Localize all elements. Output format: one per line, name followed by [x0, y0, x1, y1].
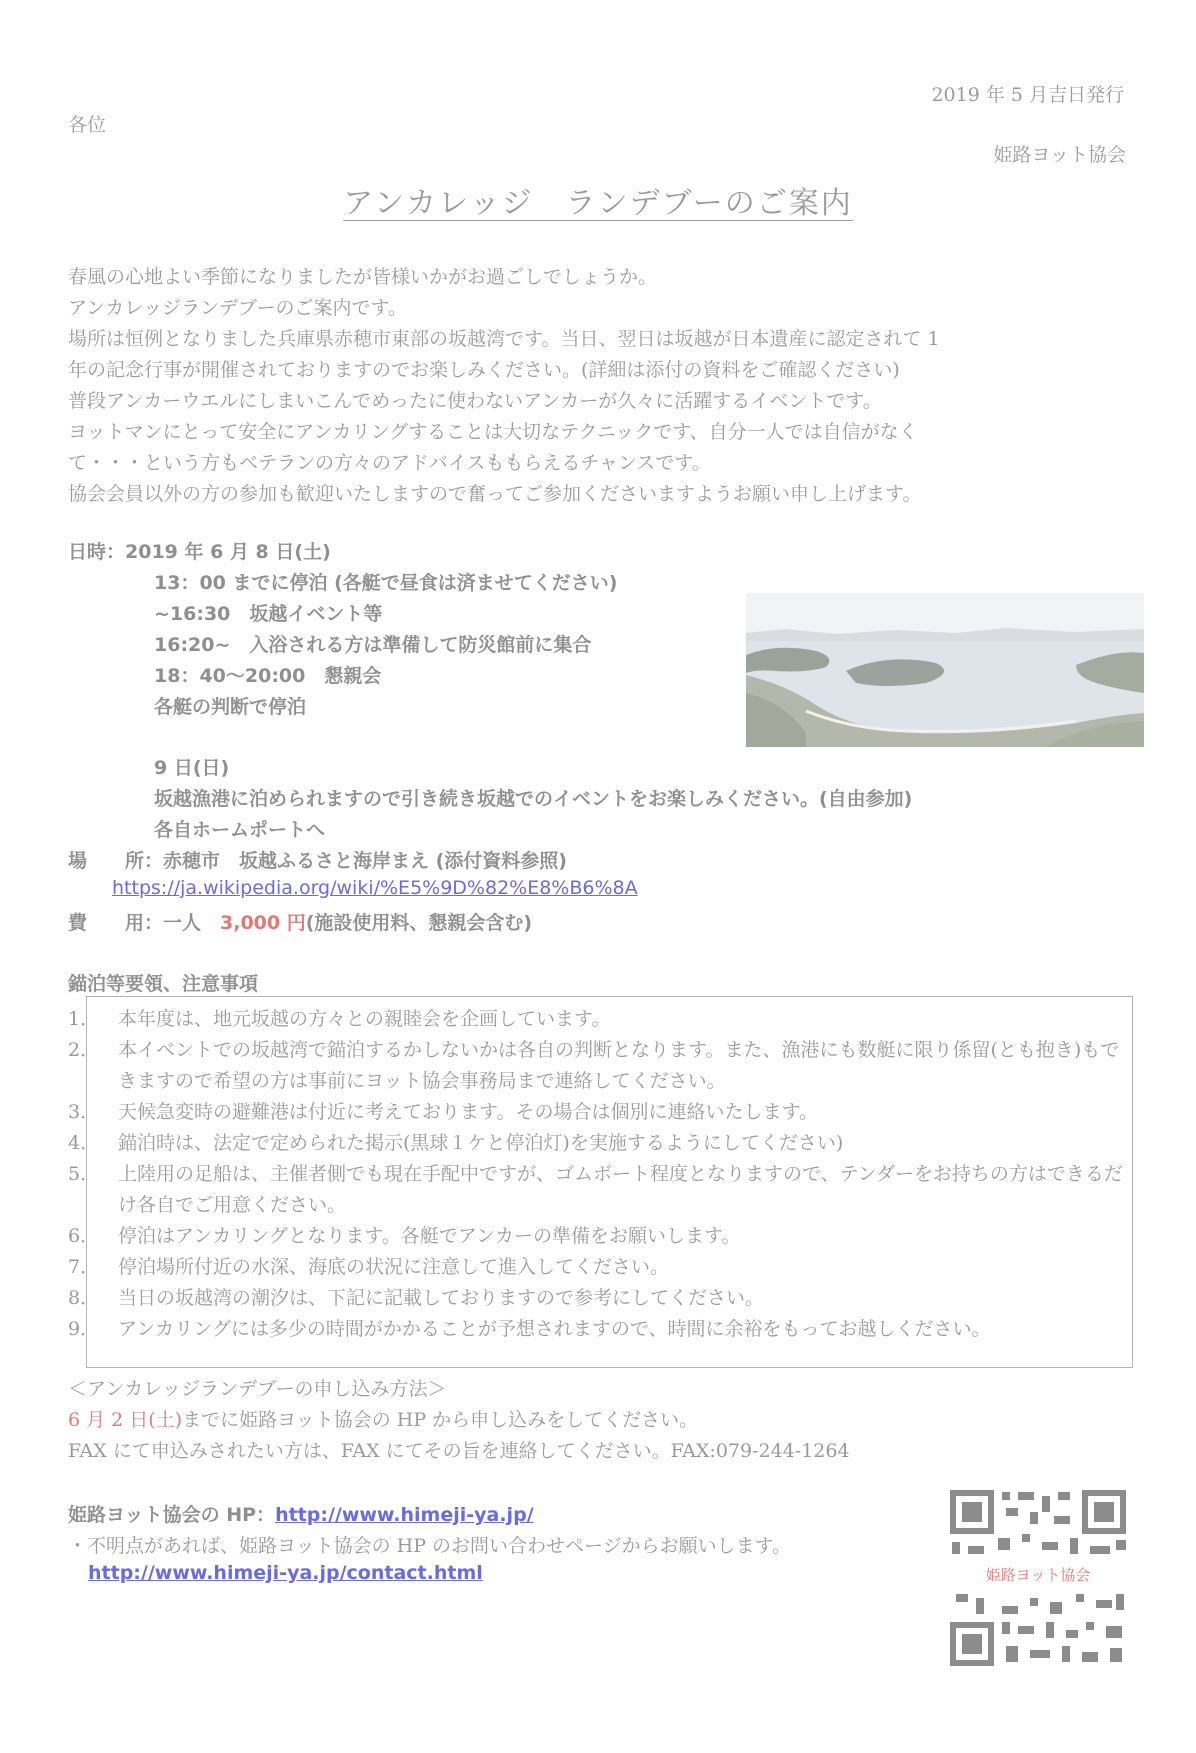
note-number: 5． [68, 1163, 100, 1185]
intro-line: て・・・という方もベテランの方々のアドバイスももらえるチャンスです。 [68, 452, 711, 474]
note-text: 錨泊時は、法定で定められた掲示(黒球１ケと停泊灯)を実施するようにしてください) [118, 1132, 844, 1154]
note-text: 上陸用の足船は、主催者側でも現在手配中ですが、ゴムボート程度となりますので、テンダーをお持ちの方はできるだけ各自でご用意ください。 [118, 1163, 1123, 1216]
hp-link[interactable]: http://www.himeji-ya.jp/ [275, 1504, 534, 1526]
addressee: 各位 [68, 114, 107, 136]
note-text: 本イベントでの坂越湾で錨泊するかしないかは各自の判断となります。また、漁港にも数艇に限り係留(とも抱き)もできますので希望の方は事前にヨット協会事務局まで連絡してください。 [118, 1039, 1120, 1092]
note-number: 6． [68, 1225, 100, 1247]
place-wiki-link[interactable]: https://ja.wikipedia.org/wiki/%E5%9D%82%E8%B6%8A [112, 877, 638, 899]
schedule-item: 16:20~ 入浴される方は準備して防災館前に集合 [154, 634, 592, 656]
note-text: アンカリングには多少の時間がかかることが予想されますので、時間に余裕をもってお越しください。 [118, 1318, 991, 1340]
note-number: 2． [68, 1039, 100, 1061]
fee-note: (施設使用料、懇親会含む) [305, 912, 533, 934]
intro-line: アンカレッジランデブーのご案内です。 [68, 297, 407, 319]
fee-line [68, 908, 532, 935]
intro-line: 場所は恒例となりました兵庫県赤穂市東部の坂越湾です。当日、翌日は坂越が日本遺産に認定されて 1 [68, 328, 940, 350]
list-item [68, 1035, 1128, 1097]
fee-label: 費 用：一人 [68, 912, 221, 934]
schedule-day2-label: 9 日(日) [154, 757, 230, 779]
schedule-item: 各艇の判断で停泊 [154, 696, 307, 718]
intro-line: 協会会員以外の方の参加も歓迎いたしますので奮ってご参加くださいますようお願い申し上げます。 [68, 483, 922, 505]
place-label: 場 所：赤穂市 坂越ふるさと海岸まえ (添付資料参照) [68, 850, 567, 872]
bay-photo [746, 593, 1144, 747]
schedule-item: ~16:30 坂越イベント等 [154, 603, 383, 625]
hp-line [68, 1500, 534, 1527]
schedule-item: 18：40～20:00 懇親会 [154, 665, 382, 687]
list-item [68, 1252, 1128, 1283]
contact-text: ・不明点があれば、姫路ヨット協会の HP のお問い合わせページからお願いします。 [68, 1535, 792, 1557]
hp-label: 姫路ヨット協会の HP： [68, 1504, 276, 1526]
note-text: 本年度は、地元坂越の方々との親睦会を企画しています。 [118, 1008, 611, 1030]
fee-amount: 3,000 円 [220, 912, 306, 934]
note-number: 7． [68, 1256, 100, 1278]
note-number: 9． [68, 1318, 100, 1340]
list-item [68, 1314, 1128, 1345]
organization-name: 姫路ヨット協会 [993, 144, 1126, 166]
schedule-item: 13：00 までに停泊 (各艇で昼食は済ませてください) [154, 572, 618, 594]
document-title-text: アンカレッジ ランデブーのご案内 [343, 186, 853, 221]
qr-code [946, 1486, 1130, 1670]
list-item [68, 1283, 1128, 1314]
list-item [68, 1097, 1128, 1128]
note-text: 天候急変時の避難港は付近に考えております。その場合は個別に連絡いたします。 [118, 1101, 818, 1123]
apply-deadline: 6 月 2 日(土) [68, 1409, 183, 1431]
note-number: 8． [68, 1287, 100, 1309]
schedule-date-label: 日時：2019 年 6 月 8 日(土) [68, 541, 331, 563]
schedule-item: 各自ホームポートへ [154, 819, 326, 841]
intro-line: 普段アンカーウエルにしまいこんでめったに使わないアンカーが久々に活躍するイベントです。 [68, 390, 882, 412]
list-item [68, 1221, 1128, 1252]
qr-caption: 姫路ヨット協会 [985, 1566, 1091, 1584]
notes-list [68, 1004, 1128, 1345]
apply-line-2: FAX にて申込みされたい方は、FAX にてその旨を連絡してください。FAX:079-244-1264 [68, 1440, 850, 1462]
notes-title: 錨泊等要領、注意事項 [68, 973, 259, 995]
note-number: 1． [68, 1008, 100, 1030]
note-number: 3． [68, 1101, 100, 1123]
note-text: 停泊場所付近の水深、海底の状況に注意して進入してください。 [118, 1256, 670, 1278]
apply-line-1-rest: までに姫路ヨット協会の HP から申し込みをしてください。 [182, 1409, 699, 1431]
intro-line: ヨットマンにとって安全にアンカリングすることは大切なテクニックです、自分一人では自信がなく [68, 421, 918, 443]
intro-line: 春風の心地よい季節になりましたが皆様いかがお過ごしでしょうか。 [68, 266, 658, 288]
apply-line-1 [68, 1405, 698, 1432]
note-number: 4． [68, 1132, 100, 1154]
document-title [0, 178, 1196, 222]
issue-date: 2019 年 5 月吉日発行 [931, 84, 1124, 106]
list-item [68, 1004, 1128, 1035]
intro-line: 年の記念行事が開催されておりますのでお楽しみください。(詳細は添付の資料をご確認ください) [68, 359, 900, 381]
note-text: 停泊はアンカリングとなります。各艇でアンカーの準備をお願いします。 [118, 1225, 741, 1247]
list-item [68, 1128, 1128, 1159]
note-text: 当日の坂越湾の潮汐は、下記に記載しておりますので参考にしてください。 [118, 1287, 765, 1309]
apply-title: ＜アンカレッジランデブーの申し込み方法＞ [68, 1378, 447, 1400]
schedule-item: 坂越漁港に泊められますので引き続き坂越でのイベントをお楽しみください。(自由参加) [154, 788, 913, 810]
intro-paragraph [68, 262, 940, 510]
list-item [68, 1159, 1128, 1221]
contact-link[interactable]: http://www.himeji-ya.jp/contact.html [88, 1562, 483, 1584]
